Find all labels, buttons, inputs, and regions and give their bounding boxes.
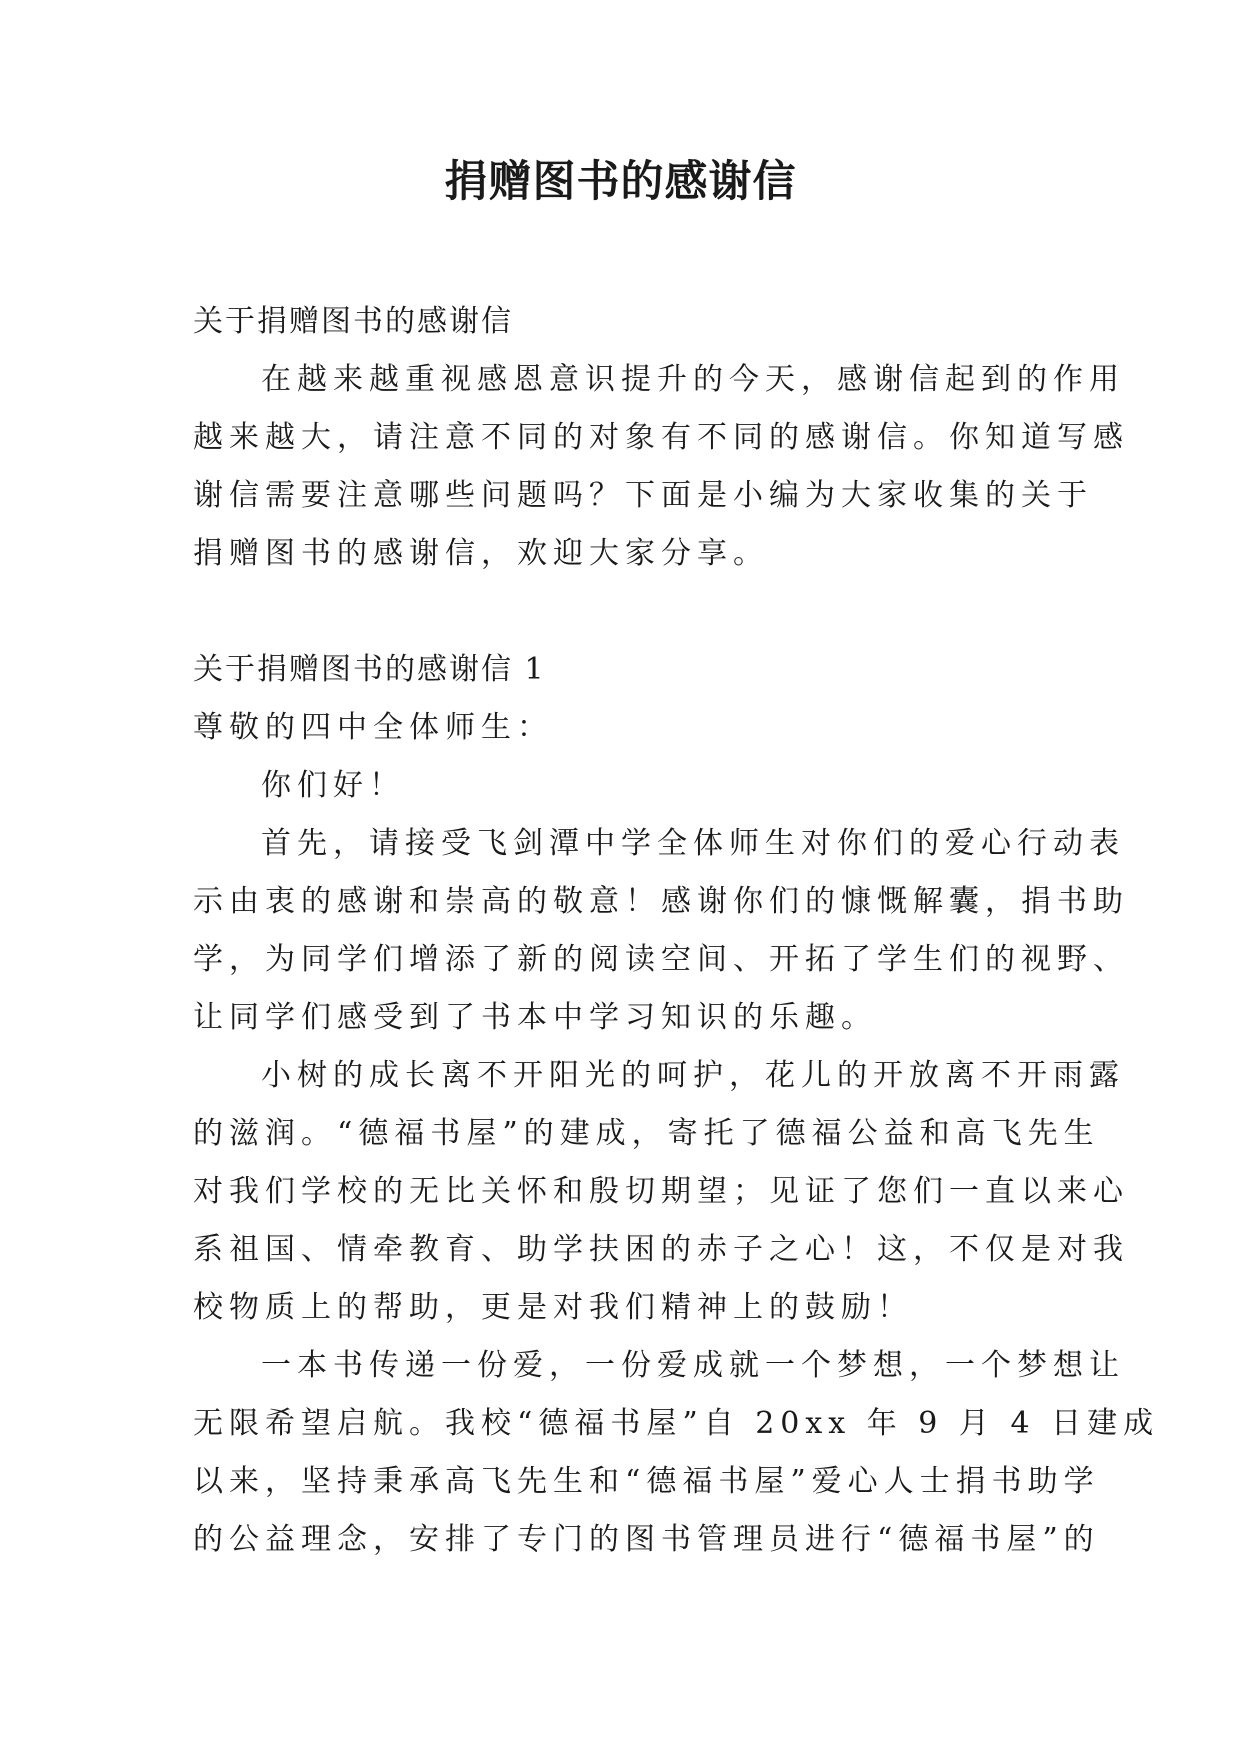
paragraph-line: 以来，坚持秉承高飞先生和“德福书屋”爱心人士捐书助学 xyxy=(193,1464,1100,1499)
intro-line: 捐赠图书的感谢信，欢迎大家分享。 xyxy=(193,536,769,571)
paragraph-line: 对我们学校的无比关怀和殷切期望；见证了您们一直以来心 xyxy=(193,1174,1129,1209)
paragraph-line: 首先，请接受飞剑潭中学全体师生对你们的爱心行动表 xyxy=(261,826,1125,861)
paragraph-line: 小树的成长离不开阳光的呵护，花儿的开放离不开雨露 xyxy=(261,1058,1125,1093)
intro-line: 谢信需要注意哪些问题吗？下面是小编为大家收集的关于 xyxy=(193,478,1093,513)
letter-salutation: 尊敬的四中全体师生： xyxy=(193,710,553,745)
letter-heading: 关于捐赠图书的感谢信 1 xyxy=(193,652,546,687)
intro-heading: 关于捐赠图书的感谢信 xyxy=(193,304,513,339)
paragraph-line: 一本书传递一份爱，一份爱成就一个梦想，一个梦想让 xyxy=(261,1348,1125,1383)
letter-greeting: 你们好！ xyxy=(261,768,405,803)
paragraph-line: 学，为同学们增添了新的阅读空间、开拓了学生们的视野、 xyxy=(193,942,1129,977)
intro-line: 在越来越重视感恩意识提升的今天，感谢信起到的作用 xyxy=(261,362,1125,397)
paragraph-line: 校物质上的帮助，更是对我们精神上的鼓励！ xyxy=(193,1290,913,1325)
document-title: 捐赠图书的感谢信 xyxy=(444,157,797,207)
paragraph-line: 系祖国、情牵教育、助学扶困的赤子之心！这，不仅是对我 xyxy=(193,1232,1129,1267)
paragraph-line: 示由衷的感谢和崇高的敬意！感谢你们的慷慨解囊，捐书助 xyxy=(193,884,1129,919)
section-gap xyxy=(193,583,1073,641)
paragraph-line: 让同学们感受到了书本中学习知识的乐趣。 xyxy=(193,1000,877,1035)
document-body xyxy=(193,293,1160,1569)
intro-line: 越来越大，请注意不同的对象有不同的感谢信。你知道写感 xyxy=(193,420,1129,455)
paragraph-line: 的滋润。“德福书屋”的建成，寄托了德福公益和高飞先生 xyxy=(193,1116,1100,1151)
paragraph-line: 的公益理念，安排了专门的图书管理员进行“德福书屋”的 xyxy=(193,1522,1100,1557)
paragraph-line: 无限希望启航。我校“德福书屋”自 20xx 年 9 月 4 日建成 xyxy=(193,1406,1160,1441)
